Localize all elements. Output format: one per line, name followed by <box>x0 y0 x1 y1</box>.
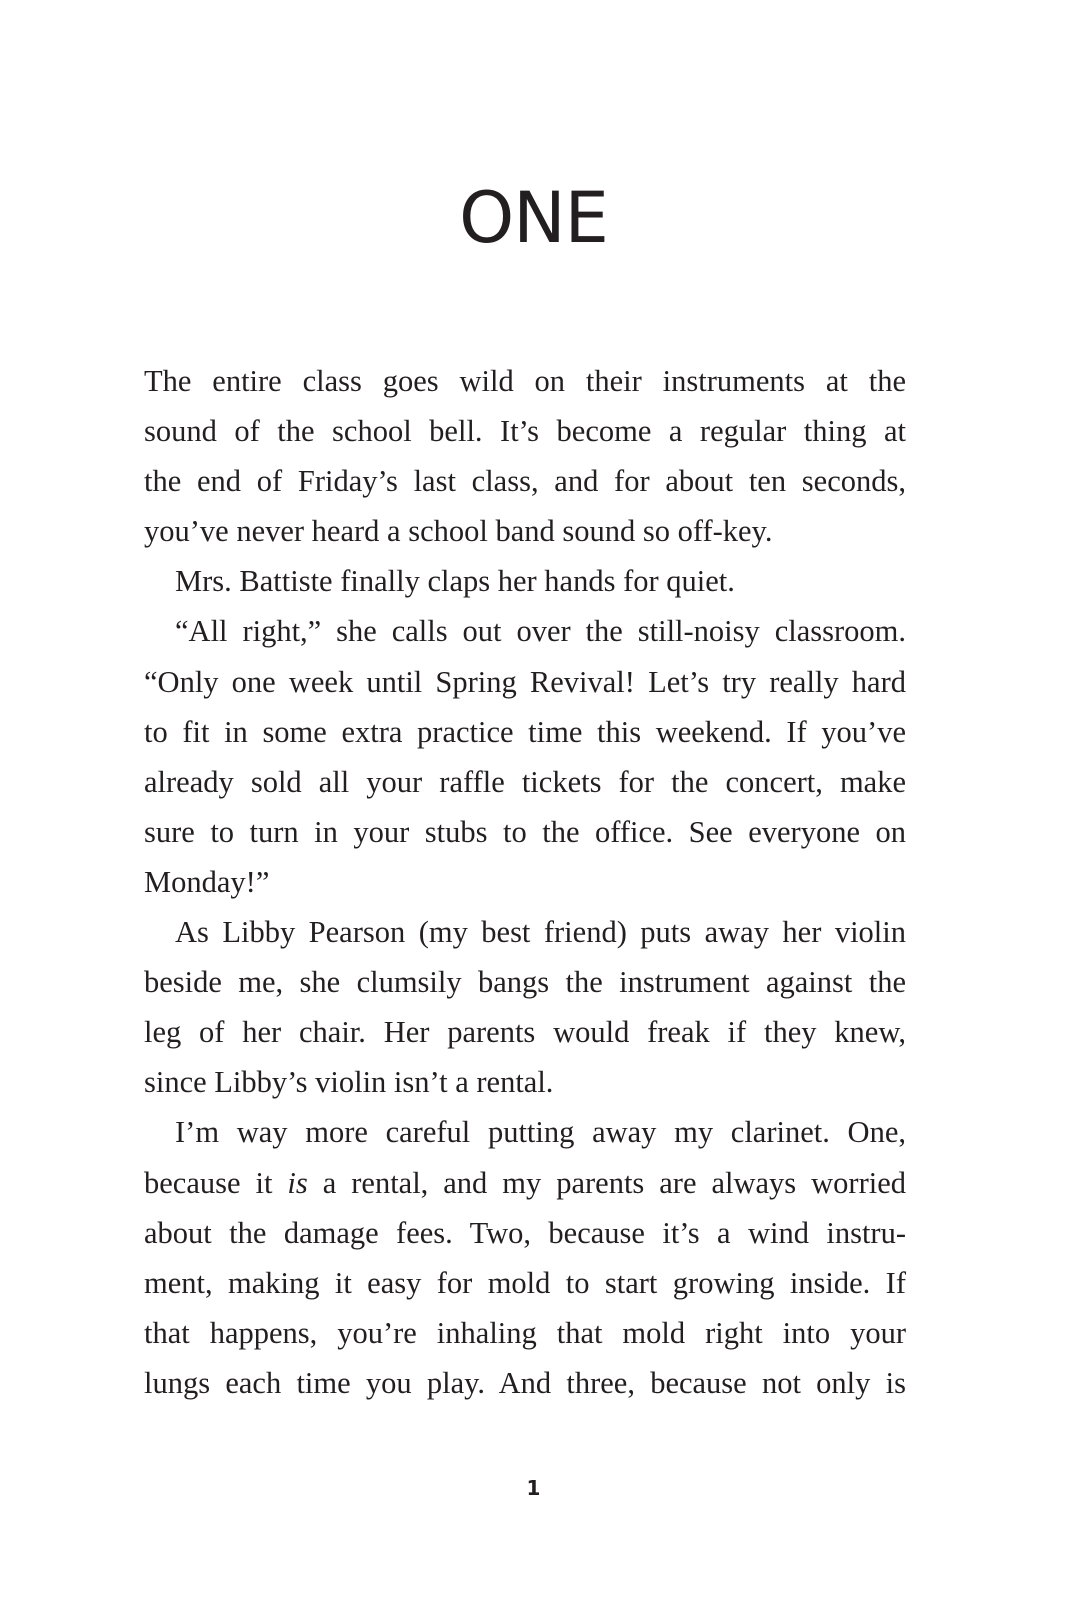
text-line: leg of her chair. Her parents would freak if they knew, <box>144 1015 906 1050</box>
text-line: Monday!” <box>144 864 270 899</box>
page-number: 1 <box>526 1476 541 1500</box>
text-line: to fit in some extra practice time this weekend. If you’ve <box>144 714 906 749</box>
text-line: “Only one week until Spring Revival! Let’s try really hard <box>144 664 906 699</box>
text-line: ment, making it easy for mold to start growing inside. If <box>144 1265 906 1300</box>
text-line: that happens, you’re inhaling that mold right into your <box>144 1315 906 1350</box>
text-line: Mrs. Battiste finally claps her hands for quiet. <box>175 564 735 599</box>
text-line: because it is a rental, and my parents are always worried <box>144 1165 906 1200</box>
text-line: I’m way more careful putting away my clarinet. One, <box>175 1115 906 1150</box>
text-line: The entire class goes wild on their instruments at the <box>144 364 906 398</box>
text-line: the end of Friday’s last class, and for about ten seconds, <box>144 464 906 499</box>
text-line: sound of the school bell. It’s become a regular thing at <box>144 414 906 449</box>
chapter-title: ONE <box>459 177 608 259</box>
text-line: already sold all your raffle tickets for the concert, make <box>144 764 906 799</box>
text-line: about the damage fees. Two, because it’s a wind instru- <box>144 1215 906 1250</box>
text-line: As Libby Pearson (my best friend) puts away her violin <box>175 915 906 950</box>
text-line: since Libby’s violin isn’t a rental. <box>144 1065 554 1100</box>
italic-emphasis: is <box>287 1165 308 1200</box>
text-line: you’ve never heard a school band sound so off-key. <box>144 514 773 549</box>
body-text <box>144 356 906 1408</box>
text-line: “All right,” she calls out over the still-noisy classroom. <box>175 614 906 649</box>
text-line: beside me, she clumsily bangs the instrument against the <box>144 965 906 1000</box>
text-line: sure to turn in your stubs to the office. See everyone on <box>144 814 906 849</box>
text-line: lungs each time you play. And three, because not only is <box>144 1365 906 1400</box>
